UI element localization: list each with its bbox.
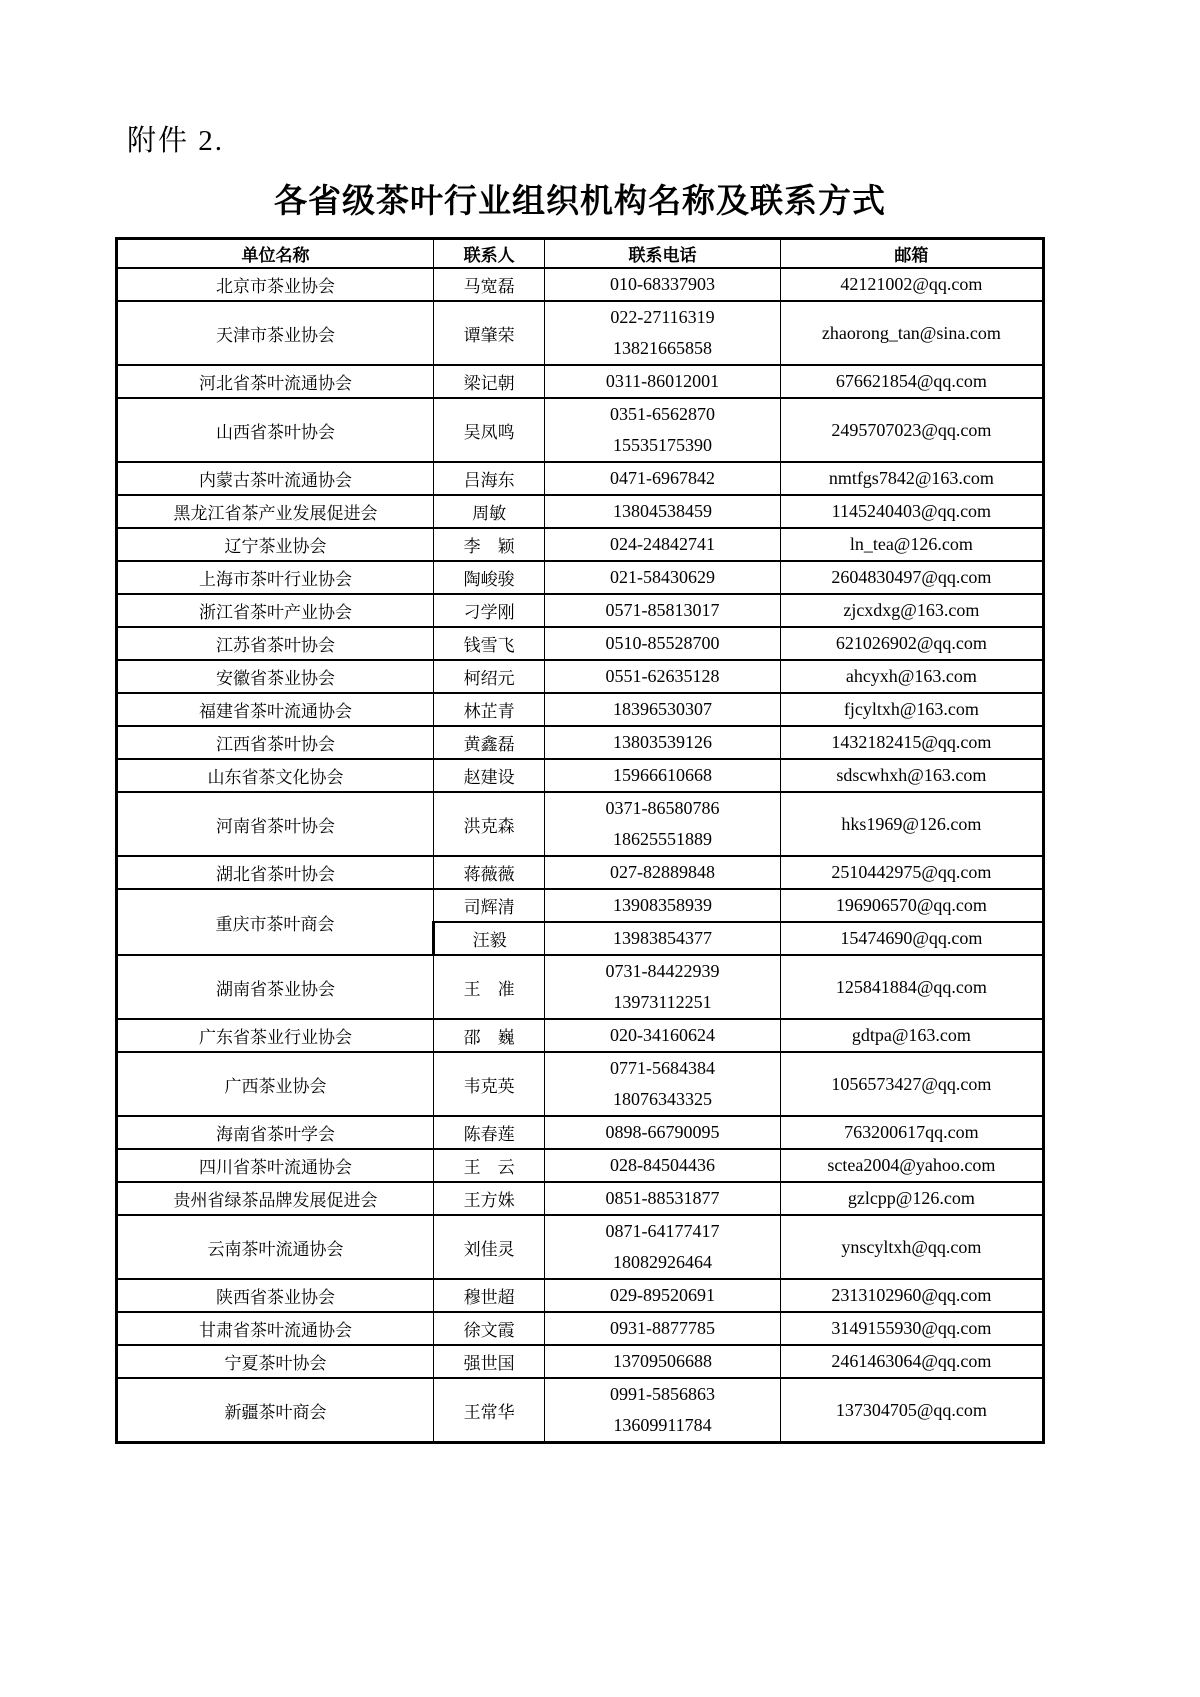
phone-cell <box>545 1215 780 1279</box>
contact-name-cell: 吕海东 <box>434 462 545 495</box>
phone-number: 020-34160624 <box>609 1025 715 1045</box>
column-header-email: 邮箱 <box>780 239 1043 269</box>
phone-cell <box>545 856 780 889</box>
email-cell: 125841884@qq.com <box>780 955 1043 1019</box>
phone-number: 022-27116319 <box>610 307 715 327</box>
table-row <box>117 660 1044 693</box>
contact-name-cell: 钱雪飞 <box>434 627 545 660</box>
phone-number: 13609911784 <box>613 1415 712 1435</box>
org-cell: 山西省茶叶协会 <box>117 398 434 462</box>
table-row <box>117 1182 1044 1215</box>
phone-number: 0731-84422939 <box>605 961 720 981</box>
table-row <box>117 495 1044 528</box>
attachment-label: 附件 2. <box>127 125 225 157</box>
contact-name-cell: 李 颖 <box>434 528 545 561</box>
table-body <box>117 268 1044 1443</box>
org-cell: 北京市茶业协会 <box>117 268 434 301</box>
table-row <box>117 365 1044 398</box>
phone-cell <box>545 1182 780 1215</box>
contact-name-cell: 陈春莲 <box>434 1116 545 1149</box>
org-cell: 新疆茶叶商会 <box>117 1378 434 1443</box>
table-row <box>117 1215 1044 1279</box>
org-cell: 河南省茶叶协会 <box>117 792 434 856</box>
phone-cell <box>545 365 780 398</box>
contact-name-cell: 王 准 <box>434 955 545 1019</box>
contact-name-cell: 穆世超 <box>434 1279 545 1312</box>
contact-name-cell: 周敏 <box>434 495 545 528</box>
phone-number: 0471-6967842 <box>609 468 715 488</box>
table-row <box>117 561 1044 594</box>
table-row <box>117 1019 1044 1052</box>
contact-name-cell: 赵建设 <box>434 759 545 792</box>
phone-cell <box>545 1279 780 1312</box>
contact-name-cell: 司辉清 <box>434 889 545 922</box>
phone-cell <box>545 660 780 693</box>
phone-cell <box>545 955 780 1019</box>
org-cell: 陕西省茶业协会 <box>117 1279 434 1312</box>
phone-number: 0991-5856863 <box>609 1384 715 1404</box>
contact-name-cell: 王常华 <box>434 1378 545 1443</box>
table-row <box>117 856 1044 889</box>
contact-name-cell: 刘佳灵 <box>434 1215 545 1279</box>
email-cell: 763200617qq.com <box>780 1116 1043 1149</box>
phone-number: 13908358939 <box>612 895 712 915</box>
org-cell: 四川省茶叶流通协会 <box>117 1149 434 1182</box>
table-row <box>117 1052 1044 1116</box>
phone-cell <box>545 1052 780 1116</box>
page-title: 各省级茶叶行业组织机构名称及联系方式 <box>274 181 886 220</box>
contact-name-cell: 韦克英 <box>434 1052 545 1116</box>
table-row <box>117 726 1044 759</box>
email-cell: 2510442975@qq.com <box>780 856 1043 889</box>
phone-number: 13983854377 <box>612 928 712 948</box>
phone-number: 0311-86012001 <box>605 371 720 391</box>
org-cell: 甘肃省茶叶流通协会 <box>117 1312 434 1345</box>
phone-cell <box>545 1378 780 1443</box>
phone-cell <box>545 922 780 955</box>
phone-number: 18076343325 <box>612 1089 712 1109</box>
email-cell: gzlcpp@126.com <box>780 1182 1043 1215</box>
contact-name-cell: 徐文霞 <box>434 1312 545 1345</box>
table-row <box>117 1378 1044 1443</box>
phone-cell <box>545 398 780 462</box>
email-cell: 1145240403@qq.com <box>780 495 1043 528</box>
org-cell: 山东省茶文化协会 <box>117 759 434 792</box>
phone-number: 13803539126 <box>612 732 712 752</box>
org-cell: 广西茶业协会 <box>117 1052 434 1116</box>
phone-cell <box>545 1116 780 1149</box>
contact-name-cell: 谭肇荣 <box>434 301 545 365</box>
phone-number: 18396530307 <box>612 699 712 719</box>
table-row <box>117 889 1044 922</box>
table-row <box>117 1345 1044 1378</box>
phone-cell <box>545 462 780 495</box>
contact-name-cell: 邵 巍 <box>434 1019 545 1052</box>
table-row <box>117 268 1044 301</box>
contact-name-cell: 吴凤鸣 <box>434 398 545 462</box>
email-cell: 2604830497@qq.com <box>780 561 1043 594</box>
table-row <box>117 1279 1044 1312</box>
email-cell: 196906570@qq.com <box>780 889 1043 922</box>
org-cell: 湖北省茶叶协会 <box>117 856 434 889</box>
phone-number: 0371-86580786 <box>605 798 720 818</box>
phone-number: 0551-62635128 <box>605 666 720 686</box>
column-header-name: 联系人 <box>434 239 545 269</box>
table-header-row <box>117 239 1044 269</box>
phone-cell <box>545 1312 780 1345</box>
phone-number: 15535175390 <box>612 435 712 455</box>
email-cell: gdtpa@163.com <box>780 1019 1043 1052</box>
phone-cell <box>545 792 780 856</box>
contact-name-cell: 马宽磊 <box>434 268 545 301</box>
phone-cell <box>545 268 780 301</box>
contact-name-cell: 林芷青 <box>434 693 545 726</box>
table-row <box>117 693 1044 726</box>
phone-number: 15966610668 <box>612 765 712 785</box>
phone-number: 13821665858 <box>612 338 712 358</box>
org-cell: 辽宁茶业协会 <box>117 528 434 561</box>
phone-cell <box>545 1019 780 1052</box>
email-cell: 137304705@qq.com <box>780 1378 1043 1443</box>
table-row <box>117 1312 1044 1345</box>
table-row <box>117 627 1044 660</box>
phone-number: 029-89520691 <box>609 1285 715 1305</box>
phone-cell <box>545 1149 780 1182</box>
table-row <box>117 398 1044 462</box>
org-cell: 上海市茶叶行业协会 <box>117 561 434 594</box>
phone-number: 0931-8877785 <box>609 1318 715 1338</box>
contact-name-cell: 汪毅 <box>434 922 545 955</box>
phone-number: 0571-85813017 <box>605 600 720 620</box>
contact-name-cell: 梁记朝 <box>434 365 545 398</box>
contact-name-cell: 黄鑫磊 <box>434 726 545 759</box>
email-cell: hks1969@126.com <box>780 792 1043 856</box>
org-cell: 云南茶叶流通协会 <box>117 1215 434 1279</box>
table-row <box>117 955 1044 1019</box>
phone-cell <box>545 561 780 594</box>
phone-number: 18625551889 <box>612 829 712 849</box>
phone-cell <box>545 759 780 792</box>
phone-number: 18082926464 <box>612 1252 712 1272</box>
org-cell: 广东省茶业行业协会 <box>117 1019 434 1052</box>
org-cell: 江西省茶叶协会 <box>117 726 434 759</box>
email-cell: 3149155930@qq.com <box>780 1312 1043 1345</box>
email-cell: ynscyltxh@qq.com <box>780 1215 1043 1279</box>
table-row <box>117 1116 1044 1149</box>
column-header-org: 单位名称 <box>117 239 434 269</box>
phone-number: 13973112251 <box>613 992 712 1012</box>
email-cell: fjcyltxh@163.com <box>780 693 1043 726</box>
email-cell: 676621854@qq.com <box>780 365 1043 398</box>
phone-number: 010-68337903 <box>609 274 715 294</box>
table-row <box>117 462 1044 495</box>
org-cell: 江苏省茶叶协会 <box>117 627 434 660</box>
email-cell: ahcyxh@163.com <box>780 660 1043 693</box>
table-row <box>117 1149 1044 1182</box>
email-cell: 2313102960@qq.com <box>780 1279 1043 1312</box>
contact-name-cell: 蒋薇薇 <box>434 856 545 889</box>
phone-number: 0851-88531877 <box>605 1188 720 1208</box>
phone-number: 0871-64177417 <box>605 1221 720 1241</box>
org-cell: 内蒙古茶叶流通协会 <box>117 462 434 495</box>
phone-cell <box>545 594 780 627</box>
org-cell: 宁夏茶叶协会 <box>117 1345 434 1378</box>
org-cell: 黑龙江省茶产业发展促进会 <box>117 495 434 528</box>
phone-number: 024-24842741 <box>609 534 715 554</box>
phone-cell <box>545 627 780 660</box>
contact-name-cell: 王方姝 <box>434 1182 545 1215</box>
table-row <box>117 594 1044 627</box>
email-cell: 2461463064@qq.com <box>780 1345 1043 1378</box>
org-cell: 天津市茶业协会 <box>117 301 434 365</box>
phone-cell <box>545 495 780 528</box>
email-cell: sdscwhxh@163.com <box>780 759 1043 792</box>
phone-number: 0898-66790095 <box>605 1122 720 1142</box>
email-cell: 1432182415@qq.com <box>780 726 1043 759</box>
org-cell: 贵州省绿茶品牌发展促进会 <box>117 1182 434 1215</box>
phone-cell <box>545 528 780 561</box>
email-cell: nmtfgs7842@163.com <box>780 462 1043 495</box>
phone-cell <box>545 693 780 726</box>
table-row <box>117 792 1044 856</box>
email-cell: 2495707023@qq.com <box>780 398 1043 462</box>
org-cell: 福建省茶叶流通协会 <box>117 693 434 726</box>
contact-name-cell: 强世国 <box>434 1345 545 1378</box>
email-cell: zjcxdxg@163.com <box>780 594 1043 627</box>
phone-number: 027-82889848 <box>609 862 715 882</box>
phone-number: 021-58430629 <box>609 567 715 587</box>
phone-number: 13709506688 <box>612 1351 712 1371</box>
org-cell: 浙江省茶叶产业协会 <box>117 594 434 627</box>
contact-table <box>115 237 1045 1444</box>
contact-name-cell: 陶峻骏 <box>434 561 545 594</box>
org-cell: 海南省茶叶学会 <box>117 1116 434 1149</box>
contact-name-cell: 柯绍元 <box>434 660 545 693</box>
table-row <box>117 759 1044 792</box>
email-cell: 42121002@qq.com <box>780 268 1043 301</box>
phone-cell <box>545 726 780 759</box>
phone-cell <box>545 301 780 365</box>
contact-name-cell: 刁学刚 <box>434 594 545 627</box>
table-row <box>117 301 1044 365</box>
org-cell: 重庆市茶叶商会 <box>117 889 434 955</box>
org-cell: 安徽省茶业协会 <box>117 660 434 693</box>
contact-name-cell: 洪克森 <box>434 792 545 856</box>
phone-number: 028-84504436 <box>609 1155 715 1175</box>
email-cell: sctea2004@yahoo.com <box>780 1149 1043 1182</box>
phone-number: 0351-6562870 <box>609 404 715 424</box>
email-cell: 15474690@qq.com <box>780 922 1043 955</box>
email-cell: ln_tea@126.com <box>780 528 1043 561</box>
phone-number: 13804538459 <box>612 501 712 521</box>
phone-cell <box>545 1345 780 1378</box>
email-cell: 621026902@qq.com <box>780 627 1043 660</box>
phone-number: 0510-85528700 <box>605 633 720 653</box>
org-cell: 湖南省茶业协会 <box>117 955 434 1019</box>
phone-number: 0771-5684384 <box>609 1058 715 1078</box>
table-row <box>117 528 1044 561</box>
phone-cell <box>545 889 780 922</box>
org-cell: 河北省茶叶流通协会 <box>117 365 434 398</box>
column-header-phone: 联系电话 <box>545 239 780 269</box>
email-cell: 1056573427@qq.com <box>780 1052 1043 1116</box>
email-cell: zhaorong_tan@sina.com <box>780 301 1043 365</box>
contact-name-cell: 王 云 <box>434 1149 545 1182</box>
